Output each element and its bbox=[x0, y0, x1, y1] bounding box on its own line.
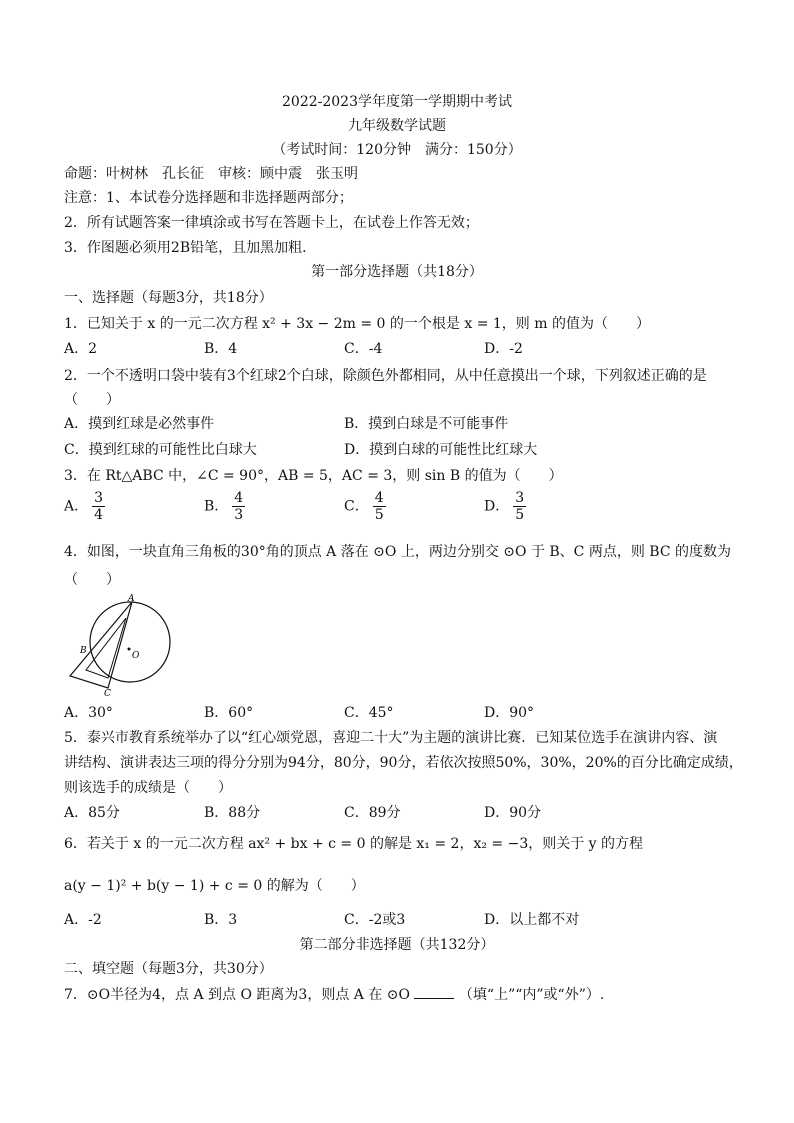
q1-option-d: D．-2 bbox=[484, 341, 523, 357]
q5-option-b: B．88分 bbox=[204, 805, 261, 821]
q3-option-d-label: D． bbox=[484, 498, 510, 515]
q3-option-d-num: 3 bbox=[515, 490, 525, 506]
q3-option-b-fraction bbox=[232, 490, 245, 523]
q3-option-b-label: B． bbox=[204, 498, 229, 515]
q2-option-a: A．摸到红球是必然事件 bbox=[64, 416, 215, 432]
q5-option-c: C．89分 bbox=[344, 805, 401, 821]
q3-option-a-num: 3 bbox=[94, 490, 104, 506]
q3-option-c-label: C． bbox=[344, 498, 369, 515]
q3-text: 3．在 Rt△ABC 中，∠C = 90°，AB = 5，AC = 3，则 sin B 的值为（ ） bbox=[64, 468, 563, 484]
q4-paren: （ ） bbox=[64, 572, 120, 588]
q1-text: 1．已知关于 x 的一元二次方程 x² + 3x − 2m = 0 的一个根是 x = 1，则 m 的值为（ ） bbox=[64, 316, 650, 332]
note-3: 3．作图题必须用2B铅笔，且加黑加粗． bbox=[64, 240, 317, 256]
label-b: B bbox=[80, 646, 87, 656]
q6-option-b: B．3 bbox=[204, 912, 238, 928]
q3-option-d-fraction bbox=[513, 490, 526, 523]
q2-option-d: D．摸到白球的可能性比红球大 bbox=[344, 442, 538, 458]
q3-option-c-fraction bbox=[373, 490, 386, 523]
q2-paren: （ ） bbox=[64, 392, 120, 408]
triangle-ruler-inner bbox=[86, 618, 126, 678]
q6-option-d: D．以上都不对 bbox=[484, 912, 580, 928]
q7-answer-blank[interactable] bbox=[414, 984, 454, 999]
q6-option-a: A．-2 bbox=[64, 912, 102, 928]
q7-text-after: （填“上”“内”或“外”）. bbox=[458, 987, 605, 1003]
note-2: 2．所有试题答案一律填涂或书写在答题卡上，在试卷上作答无效； bbox=[64, 215, 479, 231]
q5-option-d: D．90分 bbox=[484, 805, 542, 821]
q5-line-2: 讲结构、演讲表达三项的得分分别为94分，80分，90分，若依次按照50%，30%，20%的百分比确定成绩， bbox=[64, 755, 743, 771]
q3-option-c-num: 4 bbox=[374, 490, 384, 506]
q1-option-b: B．4 bbox=[204, 341, 238, 357]
q7-text-before: 7．⊙O半径为4，点 A 到点 O 距离为3，则点 A 在 ⊙O bbox=[64, 987, 410, 1003]
label-o: O bbox=[132, 651, 140, 661]
q4-option-c: C．45° bbox=[344, 705, 394, 721]
q4-figure bbox=[60, 592, 180, 700]
note-1: 注意：1、本试卷分选择题和非选择题两部分； bbox=[64, 190, 353, 206]
q7-line bbox=[64, 984, 604, 1005]
q2-option-b: B．摸到白球是不可能事件 bbox=[344, 416, 509, 432]
q6-option-c: C．-2或3 bbox=[344, 912, 406, 928]
label-c: C bbox=[104, 689, 111, 699]
q3-option-a-den: 4 bbox=[94, 507, 104, 523]
circle-o bbox=[90, 602, 170, 682]
q3-option-b-den: 3 bbox=[234, 507, 244, 523]
part1-heading: 第一部分选择题（共18分） bbox=[311, 264, 483, 280]
q4-text: 4．如图，一块直角三角板的30°角的顶点 A 落在 ⊙O 上，两边分别交 ⊙O 于 B、C 两点，则 BC 的度数为 bbox=[64, 544, 732, 560]
q4-option-a: A．30° bbox=[64, 705, 113, 721]
exam-title: 2022-2023学年度第一学期期中考试 bbox=[282, 94, 512, 110]
q2-text: 2．一个不透明口袋中装有3个红球2个白球，除颜色外都相同，从中任意摸出一个球，下列叙述正确的是 bbox=[64, 368, 707, 384]
q3-option-b bbox=[204, 490, 245, 523]
q6-line-2: a(y − 1)² + b(y − 1) + c = 0 的解为（ ） bbox=[64, 878, 365, 894]
q3-option-a-label: A． bbox=[64, 498, 89, 515]
q2-option-c: C．摸到红球的可能性比白球大 bbox=[64, 442, 257, 458]
q4-option-d: D．90° bbox=[484, 705, 535, 721]
exam-authors: 命题：叶树林 孔长征 审核：顾中震 张玉明 bbox=[64, 166, 358, 182]
q6-line-1: 6．若关于 x 的一元二次方程 ax² + bx + c = 0 的解是 x₁ = 2，x₂ = −3，则关于 y 的方程 bbox=[64, 836, 644, 852]
q5-line-3: 则该选手的成绩是（ ） bbox=[64, 780, 232, 796]
label-a: A bbox=[128, 594, 135, 604]
q5-option-a: A．85分 bbox=[64, 805, 120, 821]
q4-option-b: B．60° bbox=[204, 705, 254, 721]
q3-option-a bbox=[64, 490, 105, 523]
q3-option-c-den: 5 bbox=[374, 507, 384, 523]
q3-option-d-den: 5 bbox=[515, 507, 525, 523]
part2-section: 二、填空题（每题3分，共30分） bbox=[64, 961, 273, 977]
exam-subtitle: 九年级数学试题 bbox=[348, 118, 446, 134]
q3-option-a-fraction bbox=[92, 490, 105, 523]
q5-line-1: 5．泰兴市教育系统举办了以“红心颂党恩，喜迎二十大”为主题的演讲比赛．已知某位选手在演讲内容、演 bbox=[64, 730, 718, 746]
q1-option-a: A．2 bbox=[64, 341, 98, 357]
q3-option-d bbox=[484, 490, 526, 523]
part2-heading: 第二部分非选择题（共132分） bbox=[299, 937, 495, 953]
part1-section: 一、选择题（每题3分，共18分） bbox=[64, 290, 273, 306]
q3-option-c bbox=[344, 490, 386, 523]
exam-info: （考试时间：120分钟 满分：150分） bbox=[272, 142, 522, 158]
q1-option-c: C．-4 bbox=[344, 341, 383, 357]
q3-option-b-num: 4 bbox=[234, 490, 244, 506]
center-dot bbox=[128, 648, 131, 651]
